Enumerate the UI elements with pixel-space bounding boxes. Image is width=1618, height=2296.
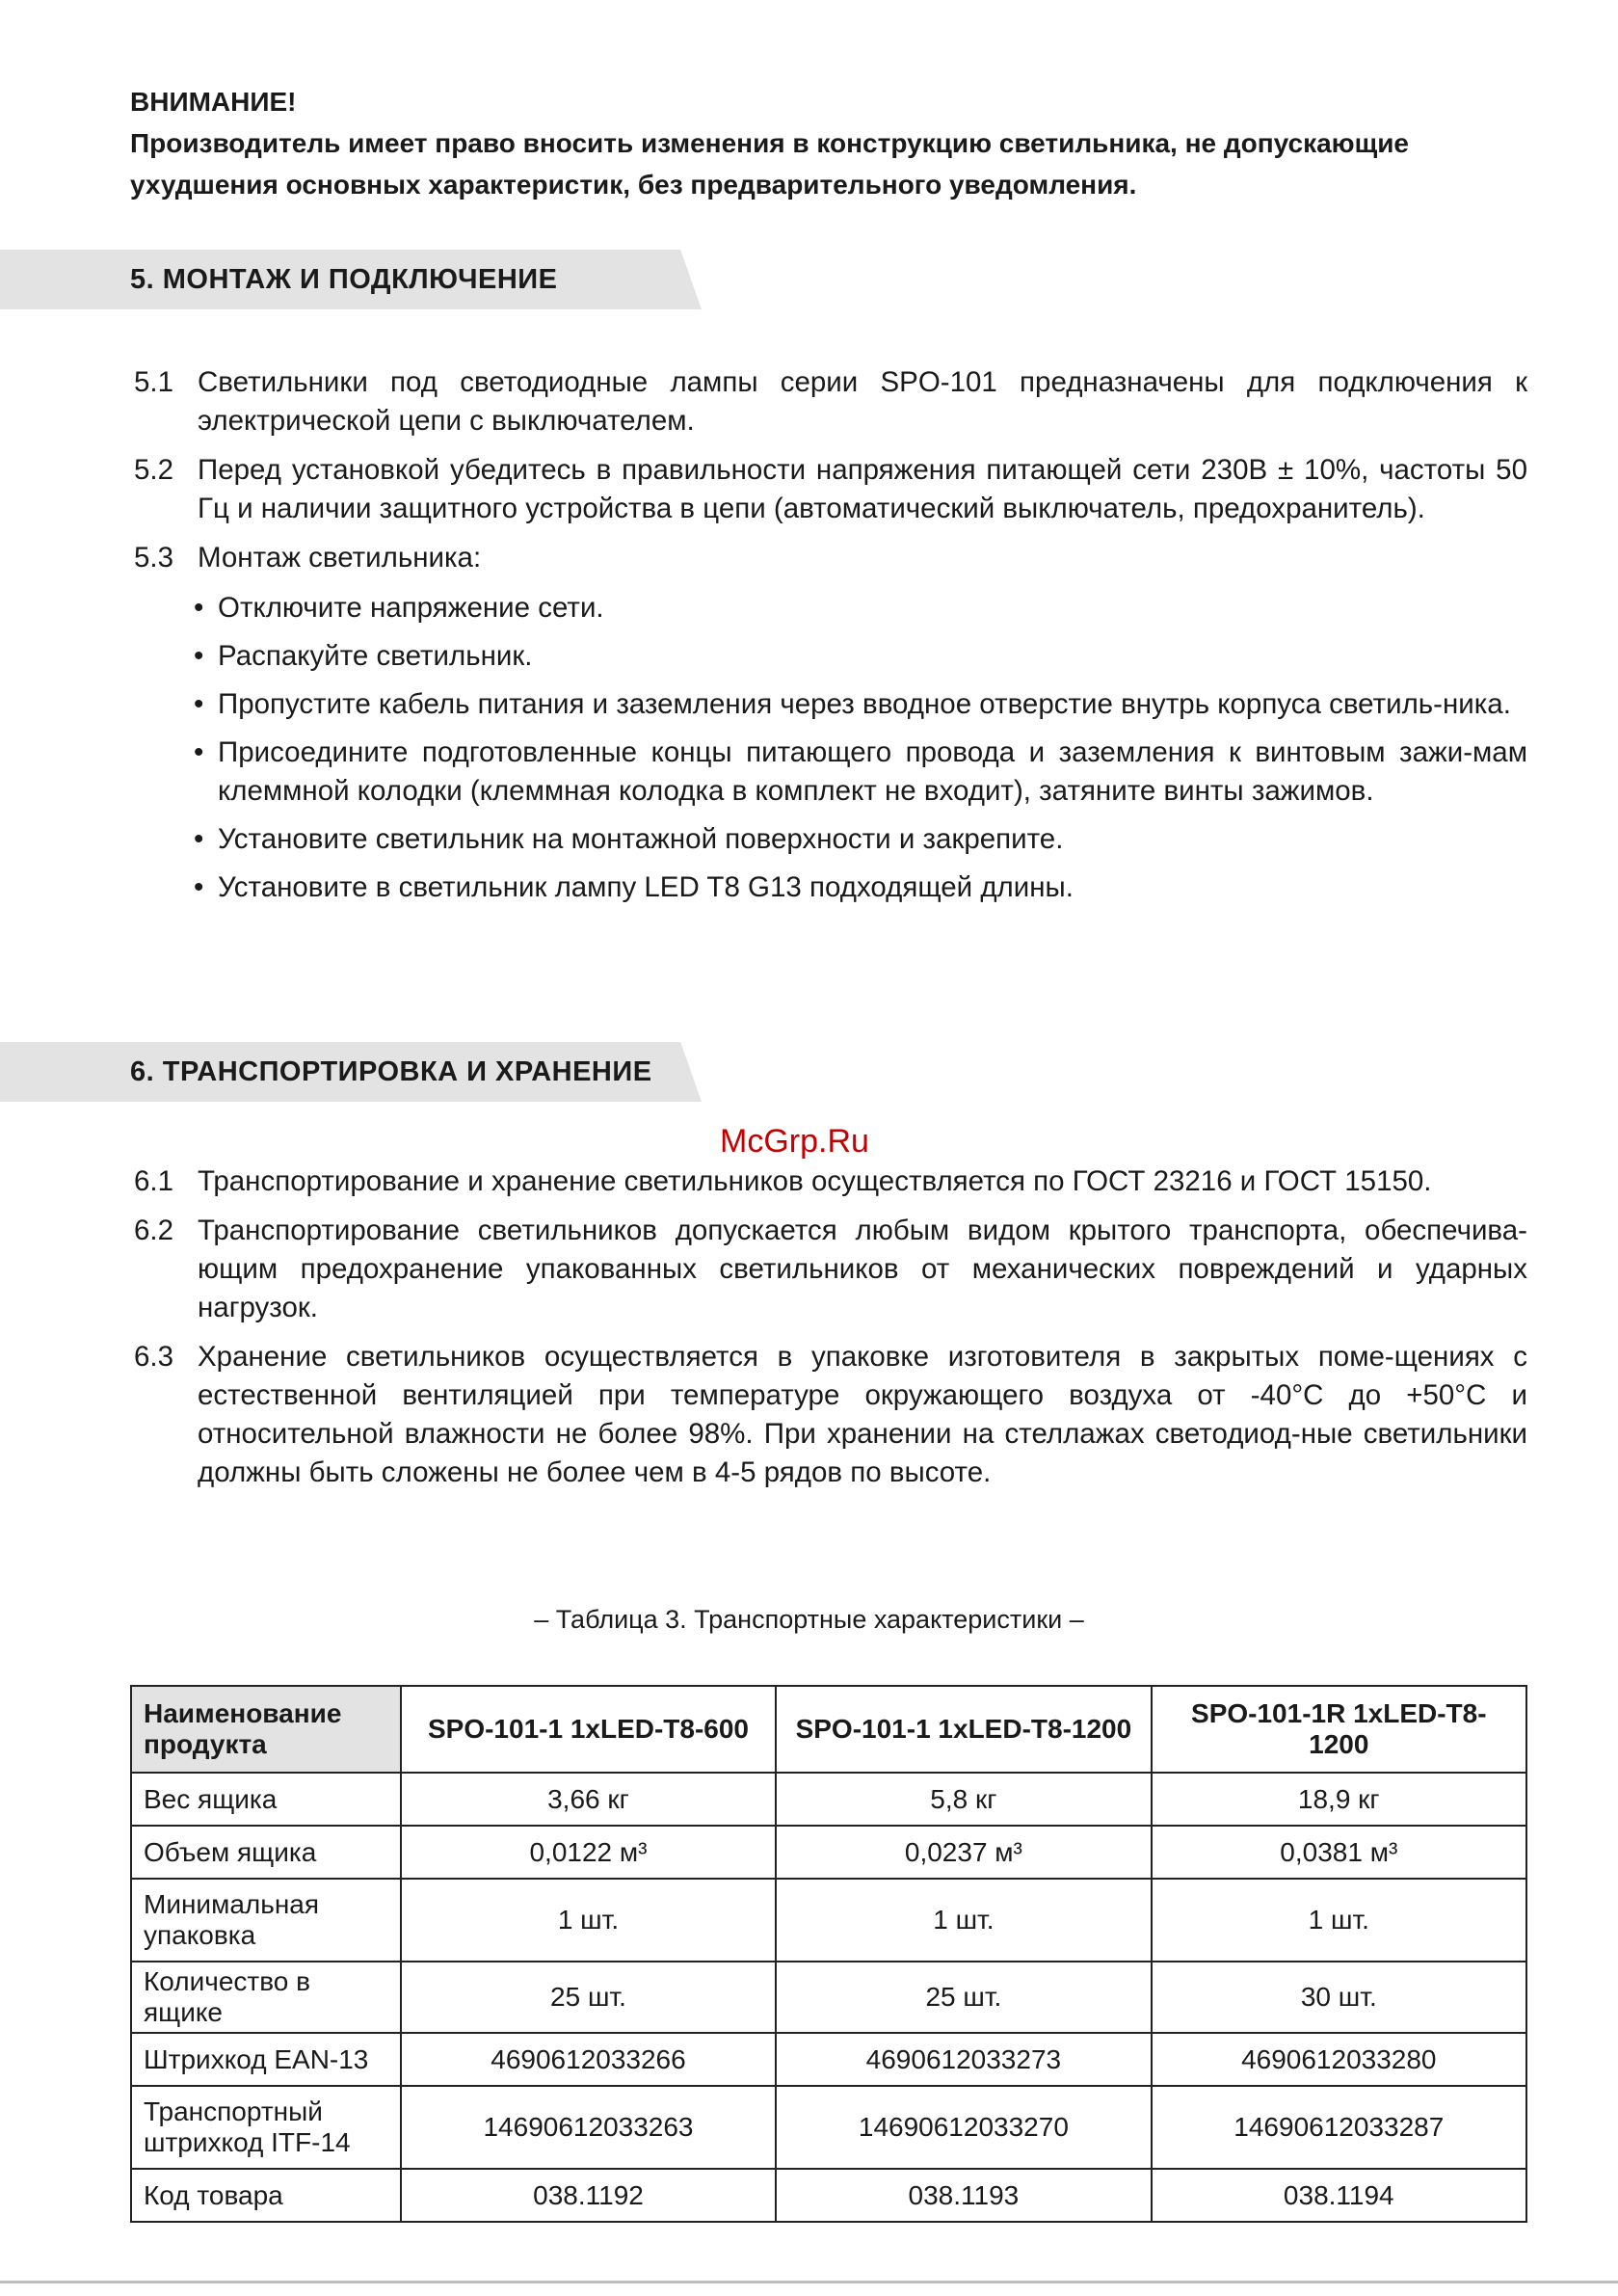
table-cell: 25 шт. [401,1962,776,2033]
table-cell: 1 шт. [776,1879,1151,1962]
item-number: 6.3 [134,1341,174,1373]
transport-specs-table [130,1685,1527,2223]
table-cell: 5,8 кг [776,1773,1151,1826]
bullet-text: Отключите напряжение сети. [218,592,604,624]
section5-item [130,363,1527,441]
bullet-icon: • [194,592,204,624]
table-row-label: Код товара [131,2169,401,2222]
section5-body [130,363,1527,917]
page-bottom-rule [0,2281,1618,2283]
section6-item [130,1162,1527,1201]
section6-item [130,1212,1527,1327]
table-row-label: Минимальная упаковка [131,1879,401,1962]
bullet-text: Распакуйте светильник. [218,640,533,672]
item-number: 5.3 [134,542,174,574]
bullet-icon: • [194,736,204,768]
table-cell: 0,0237 м³ [776,1826,1151,1879]
item-number: 6.1 [134,1165,174,1197]
table-cell: 4690612033273 [776,2033,1151,2086]
item-text: Хранение светильников осуществляется в упаковке изготовителя в закрытых поме-щениях с естественной вентиляцией при температуре окружающего воздуха от -40°C до +50°C и относительной влажности не более 98%. При хранении на стеллажах светодиод-ные светильники должны быть сложены не более чем в 4-5 рядов по высоте. [198,1341,1527,1488]
table-cell: 038.1193 [776,2169,1151,2222]
table-cell: 4690612033280 [1152,2033,1526,2086]
table-cell: 4690612033266 [401,2033,776,2086]
table-header-cell: SPO-101-1 1xLED-T8-1200 [776,1686,1151,1773]
warning-text-line1: Производитель имеет право вносить изменения в конструкцию светильника, не допускающие [130,128,1409,158]
item-text: Светильники под светодиодные лампы серии SPO-101 предназначены для подключения к электрической цепи с выключателем. [198,366,1527,437]
item-text: Транспортирование светильников допускается любым видом крытого транспорта, обеспечива-ющим предохранение упакованных светильников от механических повреждений и ударных нагрузок. [198,1215,1527,1323]
item-text: Транспортирование и хранение светильников осуществляется по ГОСТ 23216 и ГОСТ 15150. [198,1165,1432,1197]
table-row [131,1879,1526,1962]
bullet-item [130,589,1527,627]
bullet-icon: • [194,688,204,720]
table-cell: 14690612033287 [1152,2086,1526,2169]
table-cell: 25 шт. [776,1962,1151,2033]
table-row-label: Объем ящика [131,1826,401,1879]
table-row-label: Транспортный штрихкод ITF-14 [131,2086,401,2169]
table-header-cell: SPO-101-1 1xLED-T8-600 [401,1686,776,1773]
section5-item [130,451,1527,528]
table-row [131,1962,1526,2033]
section5-title: 5. МОНТАЖ И ПОДКЛЮЧЕНИЕ [130,264,558,295]
bullet-text: Присоедините подготовленные концы питающего провода и заземления к винтовым зажи-мам клеммной колодки (клеммная колодка в комплект не входит), затяните винты зажимов. [218,736,1527,807]
bullet-icon: • [194,640,204,672]
bullet-text: Пропустите кабель питания и заземления через вводное отверстие внутрь корпуса светиль-ника. [218,688,1511,720]
section5-item [130,539,1527,577]
bullet-text: Установите светильник на монтажной поверхности и закрепите. [218,823,1064,855]
table-cell: 14690612033270 [776,2086,1151,2169]
table-cell: 1 шт. [1152,1879,1526,1962]
table-cell: 1 шт. [401,1879,776,1962]
table-cell: 0,0381 м³ [1152,1826,1526,1879]
table-row [131,2169,1526,2222]
bullet-item [130,685,1527,724]
warning-title: ВНИМАНИЕ! [130,87,297,117]
section6-item [130,1338,1527,1492]
bullet-item [130,734,1527,811]
table-row [131,1826,1526,1879]
item-number: 5.2 [134,454,174,486]
warning-text-line2: ухудшения основных характеристик, без предварительного уведомления. [130,170,1137,200]
table-cell: 30 шт. [1152,1962,1526,2033]
table-caption: – Таблица 3. Транспортные характеристики – [534,1605,1084,1634]
table-row [131,1773,1526,1826]
bullet-text: Установите в светильник лампу LED T8 G13 подходящей длины. [218,871,1074,903]
bullet-item [130,868,1527,907]
table-cell: 0,0122 м³ [401,1826,776,1879]
table-header-cell: Наименование продукта [131,1686,401,1773]
bullet-icon: • [194,823,204,855]
table-cell: 18,9 кг [1152,1773,1526,1826]
table-row-label: Вес ящика [131,1773,401,1826]
section6-title: 6. ТРАНСПОРТИРОВКА И ХРАНЕНИЕ [130,1056,652,1087]
table-cell: 038.1192 [401,2169,776,2222]
table-header-cell: SPO-101-1R 1xLED-T8-1200 [1152,1686,1526,1773]
table-row [131,2086,1526,2169]
item-number: 5.1 [134,366,174,398]
table-row-label: Количество в ящике [131,1962,401,2033]
bullet-item [130,820,1527,859]
table-cell: 3,66 кг [401,1773,776,1826]
item-text: Монтаж светильника: [198,542,482,574]
item-number: 6.2 [134,1215,174,1246]
watermark: McGrp.Ru [720,1123,869,1160]
bullet-icon: • [194,871,204,903]
warning-block [130,81,1527,205]
bullet-item [130,637,1527,676]
table-header-row [131,1686,1526,1773]
section6-body [130,1162,1527,1503]
item-text: Перед установкой убедитесь в правильности напряжения питающей сети 230В ± 10%, частоты 50 Гц и наличии защитного устройства в цепи (автоматический выключатель, предохранитель). [198,454,1527,524]
table-row [131,2033,1526,2086]
table-row-label: Штрихкод EAN-13 [131,2033,401,2086]
table-cell: 14690612033263 [401,2086,776,2169]
table-cell: 038.1194 [1152,2169,1526,2222]
